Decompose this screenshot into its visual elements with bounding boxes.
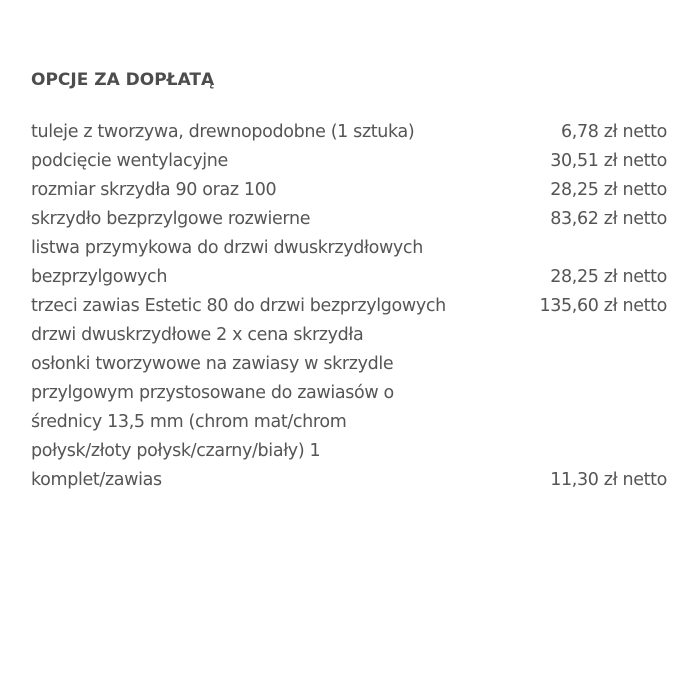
option-name: skrzydło bezprzylgowe rozwierne: [31, 209, 311, 229]
option-name: trzeci zawias Estetic 80 do drzwi bezprzylgowych: [31, 296, 446, 316]
option-price: 11,30 zł netto: [550, 470, 667, 490]
option-row: [31, 147, 667, 176]
option-price: 6,78 zł netto: [561, 122, 667, 142]
option-row: [31, 205, 667, 234]
option-row: [31, 350, 667, 495]
option-row: [31, 292, 667, 321]
option-name: podcięcie wentylacyjne: [31, 151, 228, 171]
option-price: 28,25 zł netto: [550, 267, 667, 287]
option-name: osłonki tworzywowe na zawiasy w skrzydle przylgowym przystosowane do zawiasów o średnicy 13,5 mm (chrom mat/chrom połysk/złoty połysk/czarny/biały) 1 komplet/zawias: [31, 354, 394, 490]
price-options-section: [31, 68, 667, 495]
option-price: 135,60 zł netto: [539, 296, 667, 316]
option-name: rozmiar skrzydła 90 oraz 100: [31, 180, 277, 200]
option-row: [31, 234, 667, 292]
option-price: 28,25 zł netto: [550, 180, 667, 200]
section-title: OPCJE ZA DOPŁATĄ: [31, 70, 215, 90]
option-price: 30,51 zł netto: [550, 151, 667, 171]
option-name: drzwi dwuskrzydłowe 2 x cena skrzydła: [31, 325, 364, 345]
option-name: listwa przymykowa do drzwi dwuskrzydłowych bezprzylgowych: [31, 238, 423, 287]
option-row: [31, 118, 667, 147]
option-name: tuleje z tworzywa, drewnopodobne (1 sztuka): [31, 122, 415, 142]
option-row: [31, 176, 667, 205]
option-price: 83,62 zł netto: [550, 209, 667, 229]
options-list: [31, 118, 667, 495]
option-row: [31, 321, 667, 350]
